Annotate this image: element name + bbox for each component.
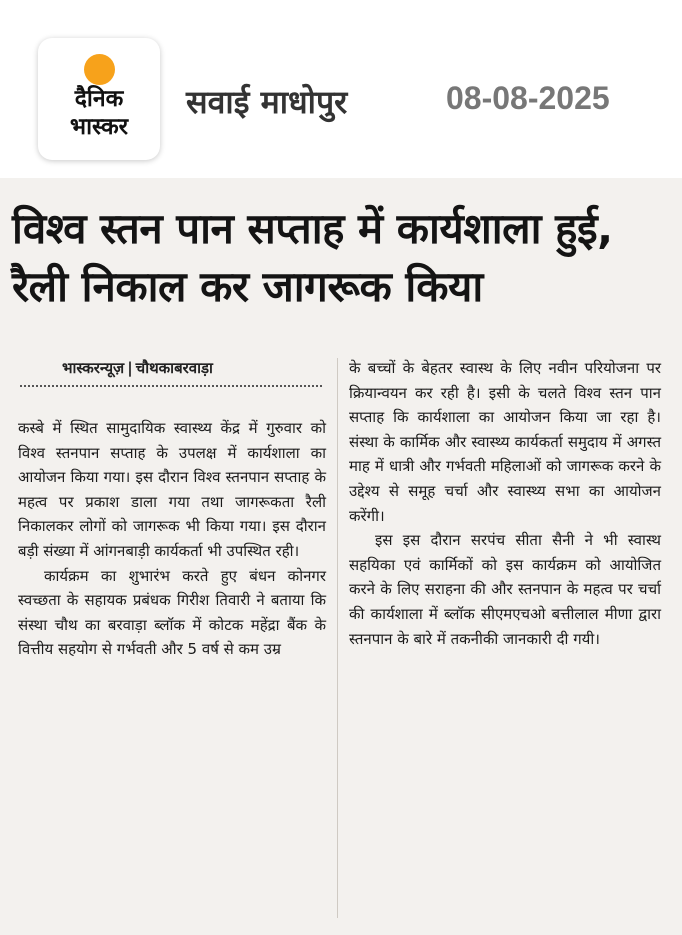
logo-text-line1: दैनिक xyxy=(74,86,124,112)
article-paragraph: के बच्चों के बेहतर स्वास्थ के लिए नवीन परियोजना पर क्रियान्वयन कर रही है। इसी के चलते विश्व स्तन पान सप्ताह कि कार्यशाला का आयोजन किया जा रहा है। संस्था के कार्मिक और स्वास्थ्य कार्यकर्ता समुदाय में अगस्त माह में धात्री और गर्भवती महिलाओं को जागरूक करने के उद्देश्य से समूह चर्चा और स्वास्थ्य सभा का आयोजन करेंगी। xyxy=(349,359,661,525)
column-divider xyxy=(337,358,338,918)
article-paragraph: कस्बे में स्थित सामुदायिक स्वास्थ्य केंद्र में गुरुवार को विश्व स्तनपान सप्ताह के उपलक्ष में कार्यशाला का आयोजन किया गया। इस दौरान विश्व स्तनपान सप्ताह के महत्व पर प्रकाश डाला गया तथा जागरूकता रैली निकालकर लोगों को जागरूक भी किया गया। इस दौरान बड़ी संख्या में आंगनबाड़ी कार्यकर्ता भी उपस्थित रही। xyxy=(18,419,326,560)
article-paragraph: कार्यक्रम का शुभारंभ करते हुए बंधन कोनगर स्वच्छता के सहायक प्रबंधक गिरीश तिवारी ने बताया कि संस्था चौथ का बरवाड़ा ब्लॉक में कोटक महेंद्रा बैंक के वित्तीय सहयोग से गर्भवती और 5 वर्ष से कम उम्र xyxy=(18,566,326,659)
byline-separator: | xyxy=(127,359,133,377)
article-column-left xyxy=(18,416,326,662)
byline-place: चौथकाबरवाड़ा xyxy=(135,359,213,377)
edition-city: सवाई माधोपुर xyxy=(186,83,348,121)
logo-text-line2: भास्कर xyxy=(69,114,129,140)
edition-date: 08-08-2025 xyxy=(446,80,610,116)
page-header xyxy=(0,0,682,175)
sun-icon xyxy=(84,54,115,85)
dainik-bhaskar-logo xyxy=(38,38,160,160)
byline-agency: भास्करन्यूज़ xyxy=(62,359,125,377)
article-column-right xyxy=(349,356,661,651)
byline-divider xyxy=(20,385,322,387)
article-headline: विश्व स्तन पान सप्ताह में कार्यशाला हुई, रैली निकाल कर जागरूक किया xyxy=(12,204,613,311)
newspaper-clipping xyxy=(0,178,682,935)
article-byline xyxy=(62,358,213,378)
article-paragraph: इस इस दौरान सरपंच सीता सैनी ने भी स्वास्थ सहयिका एवं कार्मिकों को इस कार्यक्रम को आयोजित करने के लिए सराहना की और स्तनपान के महत्व पर चर्चा की कार्यशाला में ब्लॉक सीएमएचओ बत्तीलाल मीणा द्वारा स्तनपान के बारे में तकनीकी जानकारी दी गयी। xyxy=(349,531,661,648)
